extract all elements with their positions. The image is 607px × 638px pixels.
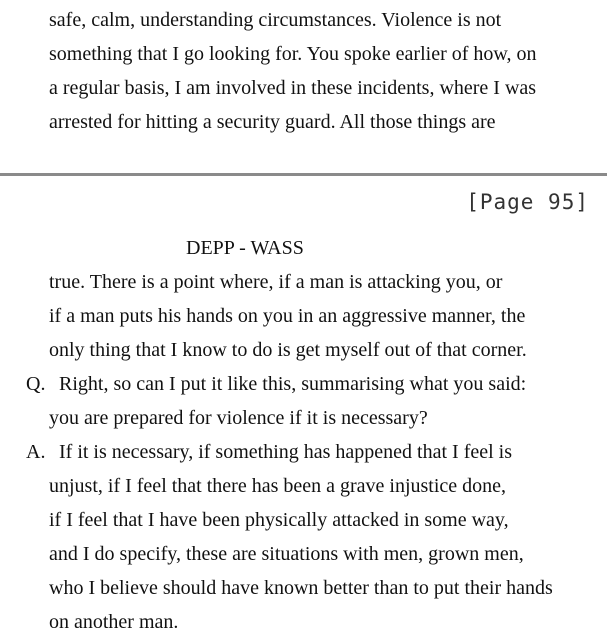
- transcript-line: true. There is a point where, if a man is attacking you, or: [49, 271, 503, 293]
- transcript-line: If it is necessary, if something has happened that I feel is: [59, 441, 513, 463]
- transcript-line: if a man puts his hands on you in an aggressive manner, the: [49, 305, 526, 327]
- transcript-line: safe, calm, understanding circumstances. Violence is not: [49, 9, 502, 31]
- transcript-line: and I do specify, these are situations with men, grown men,: [49, 543, 524, 565]
- page-number: [Page 95]: [466, 190, 589, 214]
- transcript-line: who I believe should have known better than to put their hands: [49, 577, 553, 599]
- question-speaker-label: Q.: [26, 373, 46, 395]
- transcript-line: if I feel that I have been physically attacked in some way,: [49, 509, 509, 531]
- transcript-line: a regular basis, I am involved in these incidents, where I was: [49, 77, 537, 99]
- transcript-line: arrested for hitting a security guard. All those things are: [49, 111, 496, 133]
- page-divider: [0, 173, 607, 176]
- transcript-line: on another man.: [49, 611, 179, 633]
- answer-speaker-label: A.: [26, 441, 46, 463]
- transcript-line: unjust, if I feel that there has been a grave injustice done,: [49, 475, 507, 497]
- running-head: DEPP - WASS: [186, 237, 304, 259]
- transcript-line: you are prepared for violence if it is necessary?: [49, 407, 428, 429]
- transcript-line: Right, so can I put it like this, summarising what you said:: [59, 373, 527, 395]
- transcript-line: only thing that I know to do is get myself out of that corner.: [49, 339, 527, 361]
- transcript-line: something that I go looking for. You spoke earlier of how, on: [49, 43, 537, 65]
